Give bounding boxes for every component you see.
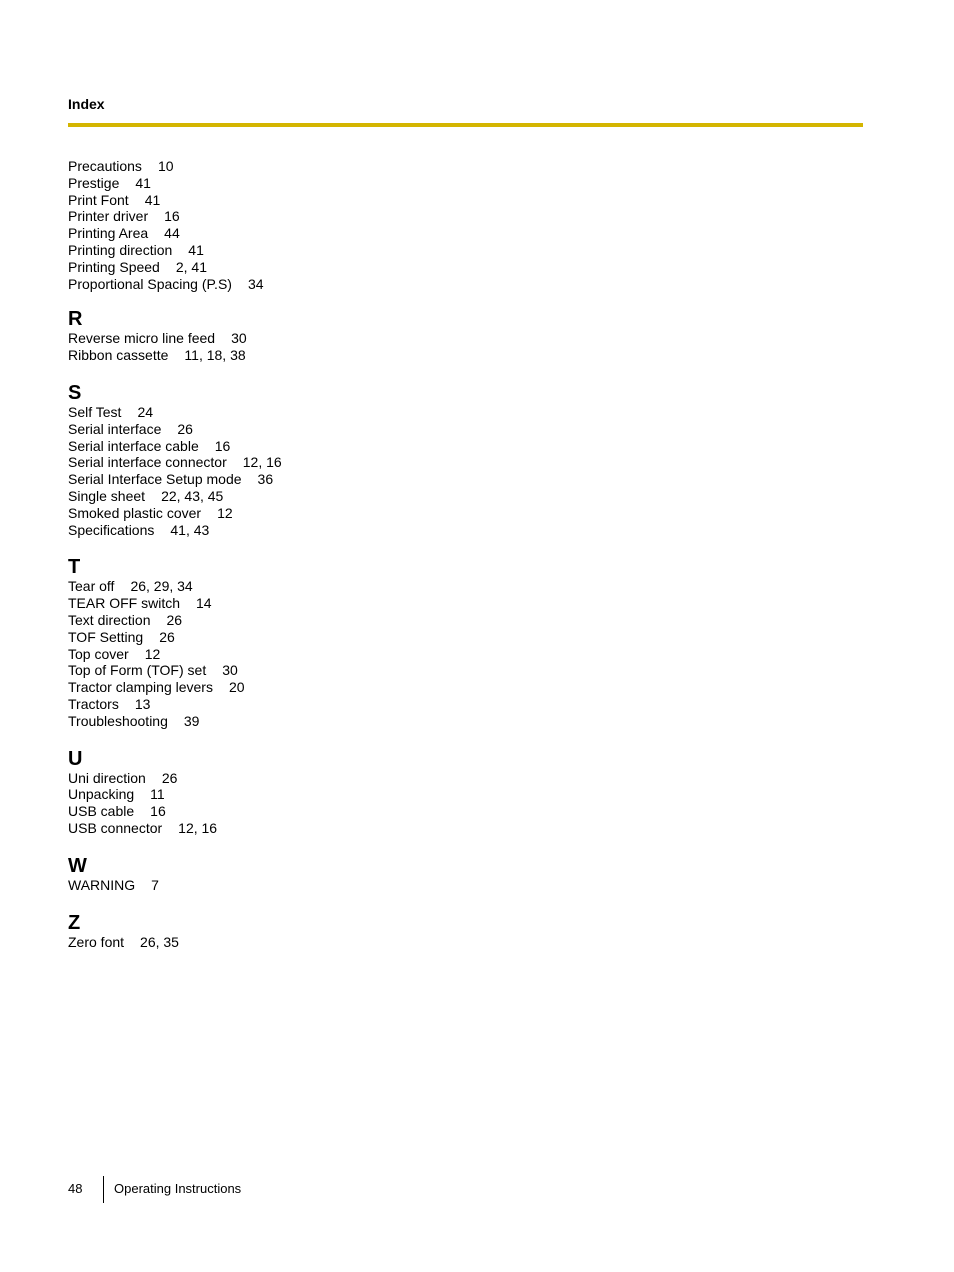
index-section	[68, 382, 828, 538]
entry-pages: 12	[144, 645, 161, 662]
entry-term: Print Font	[68, 191, 129, 208]
section-letter: S	[68, 381, 82, 404]
entry-pages: 41	[188, 241, 204, 258]
entry-term: Troubleshooting	[68, 712, 168, 729]
entry-pages: 41	[135, 174, 151, 191]
section-letter: T	[68, 556, 81, 579]
index-entry	[68, 696, 828, 713]
index-entry	[68, 192, 828, 209]
entry-term: Top of Form (TOF) set	[68, 662, 207, 679]
entry-term: Tear off	[68, 578, 115, 595]
page-header-title: Index	[68, 96, 105, 112]
entry-pages: 22, 43, 45	[161, 487, 224, 504]
section-letter: U	[68, 747, 83, 770]
index-section	[68, 158, 828, 292]
index-entry	[68, 259, 828, 276]
section-letter: R	[68, 308, 83, 331]
entry-pages: 24	[137, 403, 154, 420]
entry-term: Serial interface connector	[68, 454, 227, 471]
index-entry	[68, 225, 828, 242]
entry-pages: 20	[228, 679, 245, 696]
footer-divider	[103, 1176, 104, 1203]
entry-term: Printing Area	[68, 225, 149, 242]
footer-page-number: 48	[68, 1181, 83, 1196]
entry-pages: 16	[214, 437, 231, 454]
entry-term: USB connector	[68, 819, 163, 836]
index-entry	[68, 421, 828, 438]
entry-term: Uni direction	[68, 769, 146, 786]
entry-term: TEAR OFF switch	[68, 595, 181, 612]
entry-term: Serial interface	[68, 420, 162, 437]
entry-term: Unpacking	[68, 786, 135, 803]
index-entry	[68, 595, 828, 612]
entry-pages: 13	[134, 695, 151, 712]
entry-term: USB cable	[68, 803, 135, 820]
entry-term: Printing direction	[68, 241, 173, 258]
entry-pages: 44	[164, 225, 180, 242]
entry-pages: 16	[150, 803, 166, 820]
entry-term: Smoked plastic cover	[68, 504, 202, 521]
entry-term: Single sheet	[68, 487, 146, 504]
footer-doc-title: Operating Instructions	[114, 1181, 242, 1196]
index-entry	[68, 158, 828, 175]
index-entry	[68, 175, 828, 192]
entry-term: Printing Speed	[68, 258, 160, 275]
entry-term: Self Test	[68, 403, 122, 420]
entry-pages: 11, 18, 38	[184, 347, 246, 364]
index-section	[68, 855, 828, 894]
index-entry	[68, 662, 828, 679]
entry-pages: 26	[161, 769, 178, 786]
entry-pages: 14	[196, 595, 212, 612]
index-entry	[68, 505, 828, 522]
entry-term: Precautions	[68, 158, 142, 174]
entry-pages: 7	[151, 876, 159, 893]
index-entry	[68, 820, 828, 837]
entry-pages: 39	[183, 712, 200, 729]
entry-pages: 12, 16	[178, 819, 218, 836]
entry-pages: 30	[231, 330, 247, 347]
entry-pages: 26	[159, 628, 175, 645]
entry-term: Reverse micro line feed	[68, 330, 216, 347]
index-entry	[68, 803, 828, 820]
index-entry	[68, 276, 828, 293]
entry-term: TOF Setting	[68, 628, 144, 645]
entry-pages: 26, 35	[140, 933, 179, 950]
entry-pages: 12, 16	[242, 454, 282, 471]
entry-pages: 26, 29, 34	[130, 578, 193, 595]
entry-term: WARNING	[68, 876, 136, 893]
entry-term: Top cover	[68, 645, 129, 662]
entry-term: Tractors	[68, 695, 119, 712]
entry-pages: 12	[217, 504, 233, 521]
index-section	[68, 912, 828, 951]
entry-term: Prestige	[68, 174, 120, 191]
index-entry	[68, 438, 828, 455]
index-entry	[68, 578, 828, 595]
entry-term: Serial Interface Setup mode	[68, 471, 242, 488]
index-entry	[68, 713, 828, 730]
index-entry	[68, 242, 828, 259]
entry-pages: 10	[157, 158, 174, 174]
index-entry	[68, 208, 828, 225]
index-entry	[68, 471, 828, 488]
index-entry	[68, 404, 828, 421]
entry-term: Tractor clamping levers	[68, 679, 213, 696]
entry-term: Proportional Spacing (P.S)	[68, 275, 232, 292]
entry-pages: 16	[164, 208, 180, 225]
index-entry	[68, 330, 828, 347]
entry-term: Serial interface cable	[68, 437, 199, 454]
index-entry	[68, 646, 828, 663]
index-entry	[68, 934, 828, 951]
index-entry	[68, 770, 828, 787]
index-content	[68, 158, 828, 968]
entry-pages: 36	[257, 471, 274, 488]
index-entry	[68, 629, 828, 646]
index-entry	[68, 679, 828, 696]
entry-pages: 30	[222, 662, 238, 679]
index-entry	[68, 786, 828, 803]
index-section	[68, 556, 828, 729]
entry-pages: 2, 41	[175, 258, 207, 275]
index-section	[68, 748, 828, 837]
entry-pages: 11	[150, 786, 165, 803]
index-entry	[68, 522, 828, 539]
entry-term: Ribbon cassette	[68, 347, 169, 364]
entry-term: Text direction	[68, 611, 151, 628]
index-entry	[68, 454, 828, 471]
entry-pages: 41	[144, 191, 161, 208]
index-entry	[68, 877, 828, 894]
header-rule	[68, 123, 863, 127]
index-entry	[68, 488, 828, 505]
index-section	[68, 308, 828, 364]
section-letter: Z	[68, 911, 81, 934]
section-letter: W	[68, 854, 87, 877]
index-entry	[68, 612, 828, 629]
entry-term: Specifications	[68, 521, 155, 538]
entry-pages: 34	[247, 275, 264, 292]
entry-term: Printer driver	[68, 208, 149, 225]
entry-term: Zero font	[68, 933, 125, 950]
index-entry	[68, 347, 828, 364]
entry-pages: 26	[177, 420, 193, 437]
entry-pages: 26	[166, 611, 183, 628]
entry-pages: 41, 43	[170, 521, 210, 538]
